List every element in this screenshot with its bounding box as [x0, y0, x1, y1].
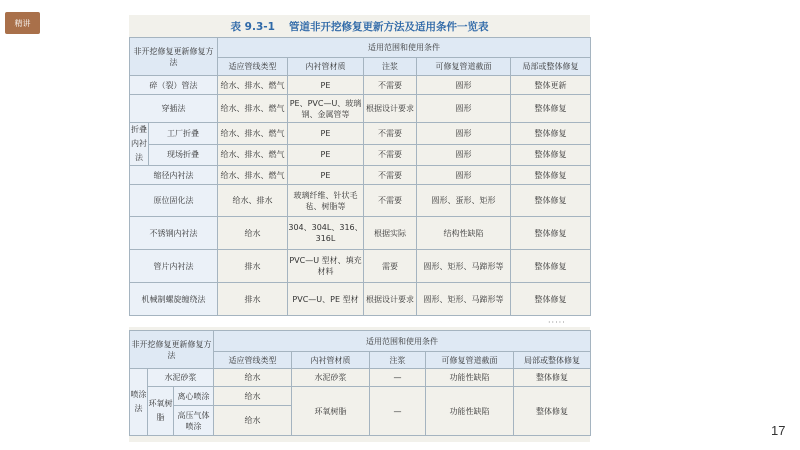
cell: 给水 [218, 217, 288, 250]
cell: 整体修复 [511, 185, 591, 217]
cell: 304、304L、316、316L [288, 217, 364, 250]
caption-title: 管道非开挖修复更新方法及适用条件一览表 [288, 21, 489, 33]
method-name: 穿插法 [130, 95, 218, 123]
caption-number: 表 9.3-1 [230, 21, 275, 33]
table-row [130, 166, 591, 185]
cell: 需要 [364, 250, 417, 283]
header-method: 非开挖修复更新修复方法 [130, 331, 214, 369]
cell: 给水 [214, 369, 292, 387]
methods-table [129, 37, 591, 316]
cell: 水泥砂浆 [292, 369, 370, 387]
cell: 圆形 [417, 95, 511, 123]
method-group: 喷涂法 [130, 369, 148, 436]
cell: 圆形 [417, 144, 511, 166]
method-group: 折叠内衬法 [130, 123, 149, 166]
table-row [130, 76, 591, 95]
col-header: 注浆 [370, 352, 426, 369]
cell: 整体修复 [511, 283, 591, 316]
cell: 玻璃纤维、针状毛毡、树脂等 [288, 185, 364, 217]
method-name: 离心喷涂 [174, 387, 214, 406]
cell: 整体修复 [511, 166, 591, 185]
method-name: 水泥砂浆 [148, 369, 214, 387]
method-name: 机械制螺旋缠绕法 [130, 283, 218, 316]
cell: 不需要 [364, 166, 417, 185]
method-name: 现场折叠 [149, 144, 218, 166]
cell: 功能性缺陷 [426, 387, 514, 436]
cell: 圆形、矩形、马蹄形等 [417, 250, 511, 283]
spray-methods-table [129, 330, 591, 436]
cell: 功能性缺陷 [426, 369, 514, 387]
cell: 根据设计要求 [364, 283, 417, 316]
table-image-bottom [129, 327, 590, 442]
col-header: 可修复管道截面 [417, 58, 511, 76]
cell: 给水、排水、燃气 [218, 95, 288, 123]
ellipsis-mark: ····· [548, 318, 566, 327]
table-row [130, 185, 591, 217]
header-conditions: 适用范围和使用条件 [214, 331, 591, 352]
col-header: 适应管线类型 [218, 58, 288, 76]
col-header: 可修复管道截面 [426, 352, 514, 369]
cell: 整体更新 [511, 76, 591, 95]
cell: 排水 [218, 283, 288, 316]
cell: 给水、排水 [218, 185, 288, 217]
col-header: 局部或整体修复 [511, 58, 591, 76]
cell: 不需要 [364, 144, 417, 166]
cell: 结构性缺陷 [417, 217, 511, 250]
table-row [130, 217, 591, 250]
section-badge: 精讲 [5, 12, 40, 34]
cell: PE [288, 76, 364, 95]
table-row [130, 123, 591, 145]
cell: 根据设计要求 [364, 95, 417, 123]
method-name: 碎（裂）管法 [130, 76, 218, 95]
cell: 整体修复 [511, 144, 591, 166]
header-method: 非开挖修复更新修复方法 [130, 38, 218, 76]
cell: 圆形 [417, 123, 511, 145]
cell: 整体修复 [514, 369, 591, 387]
method-name: 缩径内衬法 [130, 166, 218, 185]
cell: 给水、排水、燃气 [218, 166, 288, 185]
cell: 给水、排水、燃气 [218, 123, 288, 145]
method-name: 高压气体喷涂 [174, 406, 214, 436]
method-name: 工厂折叠 [149, 123, 218, 145]
cell: 整体修复 [511, 123, 591, 145]
method-subgroup: 环氧树脂 [148, 387, 174, 436]
cell: PVC—U 型材、填充材料 [288, 250, 364, 283]
cell: 整体修复 [511, 217, 591, 250]
table-row [130, 250, 591, 283]
col-header: 内衬管材质 [288, 58, 364, 76]
header-conditions: 适用范围和使用条件 [218, 38, 591, 58]
col-header: 内衬管材质 [292, 352, 370, 369]
table-caption [129, 19, 590, 34]
cell: PE [288, 144, 364, 166]
cell: 环氧树脂 [292, 387, 370, 436]
method-name: 不锈钢内衬法 [130, 217, 218, 250]
method-name: 管片内衬法 [130, 250, 218, 283]
cell: 整体修复 [511, 250, 591, 283]
cell: PE [288, 166, 364, 185]
col-header: 局部或整体修复 [514, 352, 591, 369]
cell: — [370, 387, 426, 436]
cell: 不需要 [364, 185, 417, 217]
cell: 给水 [214, 406, 292, 436]
cell: 根据实际 [364, 217, 417, 250]
cell: 不需要 [364, 123, 417, 145]
cell: 圆形、矩形、马蹄形等 [417, 283, 511, 316]
cell: — [370, 369, 426, 387]
table-row [130, 144, 591, 166]
col-header: 适应管线类型 [214, 352, 292, 369]
cell: 不需要 [364, 76, 417, 95]
page-number: 17 [771, 423, 786, 438]
table-row [130, 387, 591, 406]
cell: 整体修复 [514, 387, 591, 436]
cell: 排水 [218, 250, 288, 283]
table-row [130, 369, 591, 387]
table-row [130, 95, 591, 123]
cell: 圆形 [417, 166, 511, 185]
cell: 整体修复 [511, 95, 591, 123]
method-name: 原位固化法 [130, 185, 218, 217]
cell: 给水、排水、燃气 [218, 76, 288, 95]
col-header: 注浆 [364, 58, 417, 76]
cell: 给水、排水、燃气 [218, 144, 288, 166]
cell: 给水 [214, 387, 292, 406]
table-row [130, 283, 591, 316]
cell: 圆形 [417, 76, 511, 95]
table-image-top [129, 15, 590, 316]
cell: PVC—U、PE 型材 [288, 283, 364, 316]
cell: PE [288, 123, 364, 145]
cell: 圆形、蛋形、矩形 [417, 185, 511, 217]
cell: PE、PVC—U、玻璃钢、金属管等 [288, 95, 364, 123]
